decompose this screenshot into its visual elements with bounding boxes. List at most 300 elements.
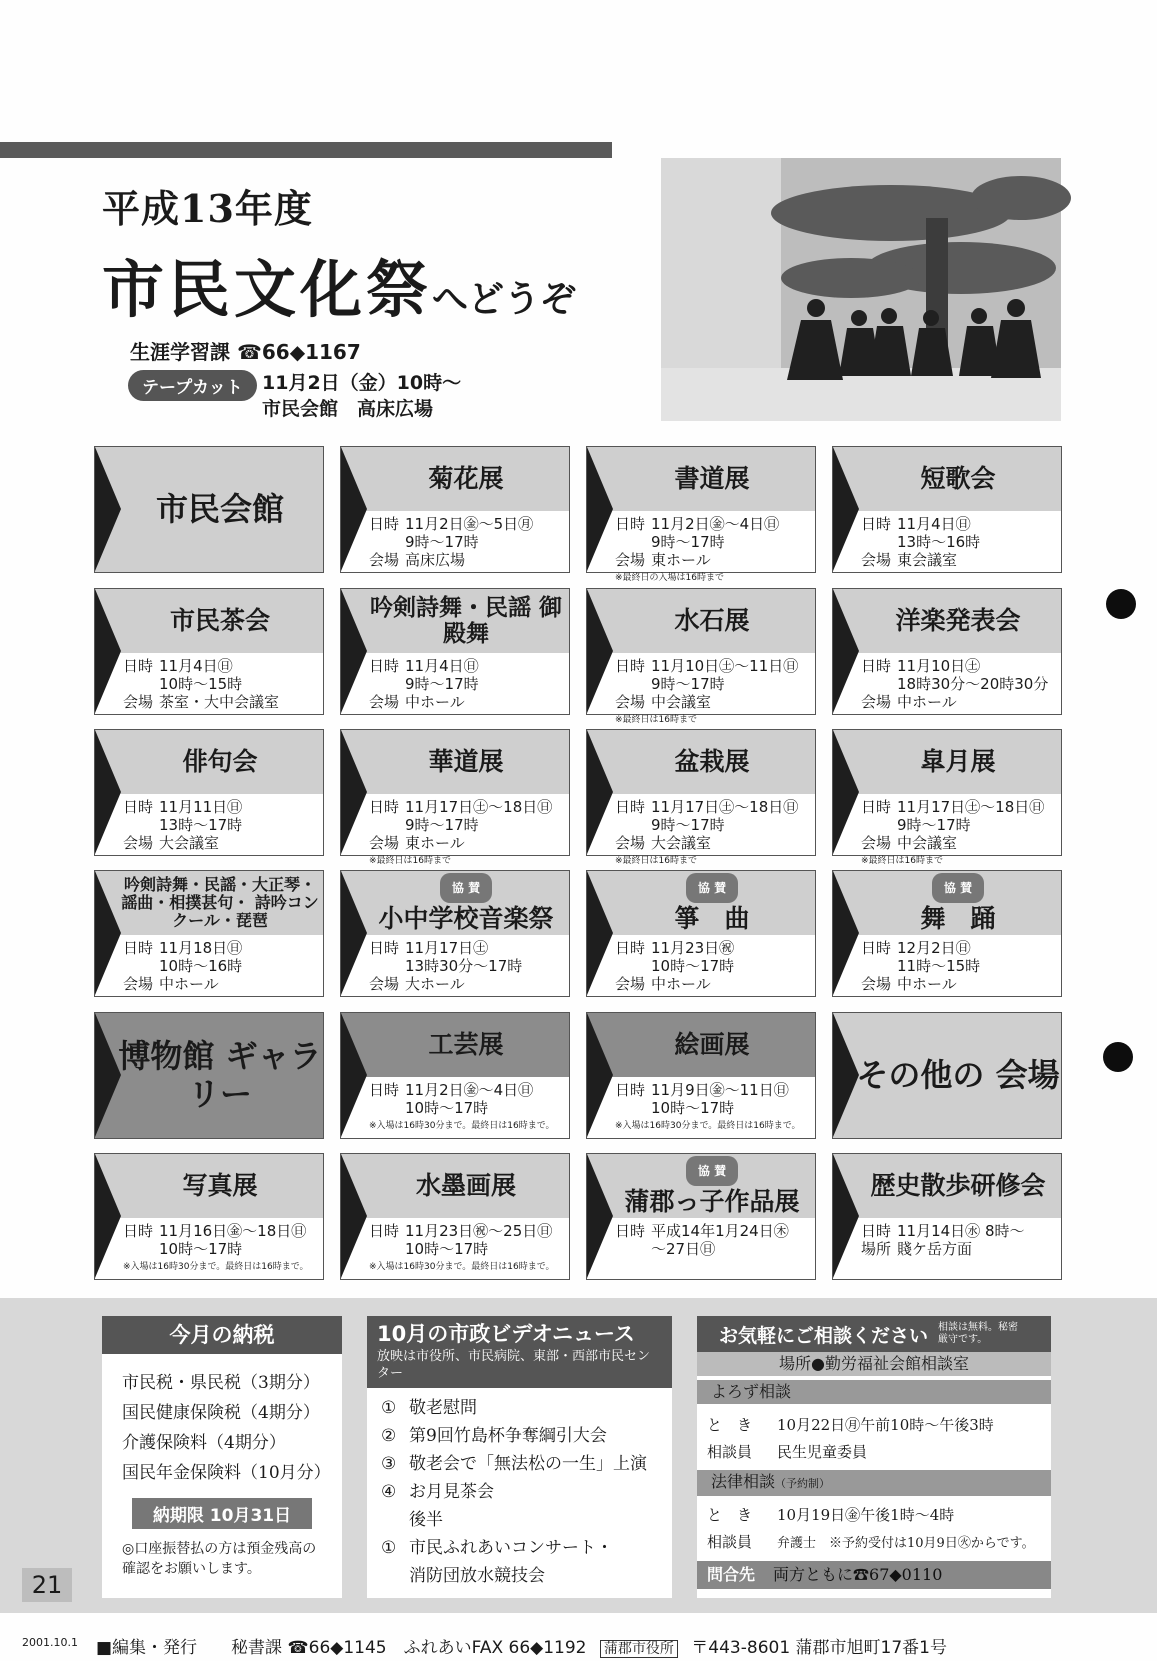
tax-item: 介護保険料（4期分） (122, 1433, 286, 1453)
detail-value: 10時～17時 (405, 1099, 489, 1117)
detail-row (369, 693, 565, 711)
page-number: 21 (22, 1568, 72, 1602)
detail-label (123, 675, 159, 693)
detail-label: 会場 (615, 834, 646, 852)
event-card (94, 729, 324, 856)
detail-row (369, 975, 565, 993)
detail-row (123, 939, 319, 957)
detail-row (861, 675, 1057, 693)
detail-note: ※最終日は16時まで (861, 856, 943, 866)
card-details (123, 1222, 319, 1276)
card-title-text: 華道展 (428, 747, 504, 776)
detail-label: 会場 (369, 551, 400, 569)
card-details (123, 798, 319, 852)
card-title-text: 皐月展 (920, 747, 996, 776)
card-details (861, 1222, 1057, 1258)
video-item: ④ お月見茶会 (381, 1482, 494, 1502)
detail-note: ※最終日は16時まで (615, 856, 697, 866)
detail-label (861, 957, 897, 975)
detail-value: 11月23日㊗～25日㊐ (405, 1222, 553, 1240)
detail-value: 11時～15時 (897, 957, 981, 975)
tax-panel (102, 1316, 342, 1598)
detail-label: 会場 (615, 693, 646, 711)
card-title-text: 盆栽展 (674, 747, 750, 776)
detail-label: 日時 (861, 939, 892, 957)
card-title-text: 水石展 (674, 606, 750, 635)
card-title-text: 吟剣詩舞・民謡 御殿舞 (369, 595, 562, 647)
detail-value: 大会議室 (159, 834, 220, 852)
detail-row (369, 798, 565, 816)
detail-value: 11月9日㊎～11日㊐ (651, 1081, 789, 1099)
event-card (340, 1012, 570, 1139)
detail-label: 会場 (861, 551, 892, 569)
detail-value: 11月17日㊏～18日㊐ (897, 798, 1045, 816)
card-title (609, 730, 815, 794)
tax-item: 国民年金保険料（10月分） (122, 1463, 331, 1483)
detail-row (615, 957, 811, 975)
video-item: ① 市民ふれあいコンサート・ (381, 1538, 613, 1558)
detail-value: 11月18日㊐ (159, 939, 243, 957)
detail-row (123, 975, 319, 993)
detail-row (369, 1222, 565, 1240)
card-title (609, 871, 815, 935)
detail-value: 中ホール (897, 975, 957, 993)
venue-card (94, 1012, 324, 1139)
top-bar (0, 142, 612, 158)
card-details (615, 657, 811, 729)
detail-row (615, 1099, 811, 1117)
event-card (94, 870, 324, 997)
detail-label (123, 1240, 159, 1258)
detail-label (123, 816, 159, 834)
detail-label (861, 675, 897, 693)
detail-row (123, 957, 319, 975)
card-details (861, 657, 1057, 711)
venue-card (94, 446, 324, 573)
consult-place: 場所●勤労福祉会館相談室 (697, 1352, 1051, 1376)
event-card (832, 446, 1062, 573)
detail-value: 9時～17時 (651, 675, 725, 693)
title-suffix: へどうぞ (432, 278, 577, 320)
event-card (586, 588, 816, 725)
detail-label (615, 675, 651, 693)
card-details (123, 657, 319, 711)
detail-row (369, 533, 565, 551)
card-title-text: 絵画展 (674, 1030, 750, 1059)
detail-row (861, 939, 1057, 957)
detail-label: 日時 (369, 657, 400, 675)
detail-note: ※最終日は16時まで (369, 856, 451, 866)
detail-label (615, 816, 651, 834)
detail-value: 中ホール (405, 693, 465, 711)
card-details (615, 1222, 811, 1258)
detail-row (123, 657, 319, 675)
detail-value: 11月4日㊐ (897, 515, 971, 533)
consult-sec2 (697, 1496, 1051, 1561)
detail-label: 日時 (861, 798, 892, 816)
detail-row (615, 657, 811, 675)
stage-photo (661, 158, 1061, 421)
detail-label (369, 1240, 405, 1258)
detail-value: 13時30分～17時 (405, 957, 523, 975)
detail-label (123, 957, 159, 975)
detail-row (369, 675, 565, 693)
detail-label: 会場 (123, 834, 154, 852)
card-title (117, 1013, 323, 1136)
detail-value: 大ホール (405, 975, 465, 993)
card-details (861, 939, 1057, 993)
card-title (855, 1154, 1061, 1218)
detail-label: 日時 (369, 515, 400, 533)
card-title-text: 書道展 (674, 464, 750, 493)
card-title-text: 菊花展 (428, 464, 504, 493)
detail-note: ※入場は16時30分まで。最終日は16時まで。 (615, 1121, 801, 1131)
detail-value: 9時～17時 (405, 533, 479, 551)
card-details (615, 939, 811, 993)
card-title-text: 市民会館 (155, 489, 284, 528)
card-title-text: 箏 曲 (674, 904, 750, 933)
detail-note: ※最終日の入場は16時まで (615, 573, 724, 583)
detail-value: 9時～17時 (651, 533, 725, 551)
consult-title: お気軽にご相談ください (719, 1324, 929, 1347)
detail-row (123, 693, 319, 711)
sponsor-badge: 協 賛 (440, 873, 492, 903)
video-title: 10月の市政ビデオニュース (377, 1322, 635, 1346)
card-title-text: その他の 会場 (856, 1055, 1060, 1094)
detail-row (123, 1222, 319, 1240)
detail-value: 10時～16時 (159, 957, 243, 975)
detail-row (369, 939, 565, 957)
consult-sec1 (697, 1404, 1051, 1470)
card-details (369, 798, 565, 870)
detail-label (615, 1099, 651, 1117)
detail-label: 日時 (615, 939, 646, 957)
detail-value: 13時～17時 (159, 816, 243, 834)
card-title (117, 730, 323, 794)
card-details (369, 1081, 565, 1135)
card-title-text: 短歌会 (920, 464, 996, 493)
detail-row (861, 957, 1057, 975)
detail-label: 日時 (615, 657, 646, 675)
detail-row (615, 798, 811, 816)
detail-row (615, 675, 811, 693)
card-details (123, 939, 319, 993)
video-header (367, 1316, 672, 1388)
card-title (363, 1013, 569, 1077)
event-card (340, 446, 570, 573)
tape-cut-place: 市民会館 高床広場 (262, 398, 434, 420)
detail-value: 18時30分～20時30分 (897, 675, 1049, 693)
detail-label (861, 816, 897, 834)
card-title (855, 447, 1061, 511)
detail-label: 日時 (369, 1222, 400, 1240)
card-title-text: 博物館 ギャラリー (118, 1036, 322, 1113)
detail-row (861, 657, 1057, 675)
tax-title: 今月の納税 (102, 1316, 342, 1354)
consult-row: 相談員 民生児童委員 (707, 1443, 868, 1461)
detail-label (861, 533, 897, 551)
detail-row (369, 834, 565, 852)
detail-label: 日時 (369, 1081, 400, 1099)
sponsor-badge: 協 賛 (686, 873, 738, 903)
binder-hole-2 (1103, 1042, 1133, 1072)
detail-value: 11月14日㊌ 8時～ (897, 1222, 1025, 1240)
consult-row: と き 10月22日㊊午前10時～午後3時 (707, 1416, 994, 1434)
detail-row (861, 1222, 1057, 1240)
detail-label (369, 957, 405, 975)
detail-row (861, 798, 1057, 816)
card-details (615, 1081, 811, 1135)
detail-label: 会場 (615, 975, 646, 993)
card-title-text: 蒲郡っ子作品展 (624, 1187, 800, 1216)
card-title (117, 1154, 323, 1218)
detail-value: 賤ケ岳方面 (897, 1240, 973, 1258)
card-details (369, 1222, 565, 1276)
detail-note: ※入場は16時30分まで。最終日は16時まで。 (123, 1262, 309, 1272)
card-title-text: 小中学校音楽祭 (378, 904, 554, 933)
consult-title-note: 相談は無料。秘密厳守です。 (938, 1322, 1019, 1345)
detail-label (615, 533, 651, 551)
tape-cut-date: 11月2日（金）10時～ (262, 372, 462, 394)
detail-label: 会場 (861, 834, 892, 852)
event-card (340, 729, 570, 866)
card-title (117, 447, 323, 570)
card-title (855, 589, 1061, 653)
detail-row (861, 551, 1057, 569)
detail-label (615, 957, 651, 975)
detail-value: 13時～16時 (897, 533, 981, 551)
event-card (586, 870, 816, 997)
detail-label: 場所 (861, 1240, 892, 1258)
detail-row (615, 533, 811, 551)
card-title-text: 歴史散歩研修会 (870, 1171, 1046, 1200)
detail-label: 会場 (123, 975, 154, 993)
detail-row (615, 939, 811, 957)
event-card (340, 588, 570, 715)
detail-row (615, 1222, 811, 1240)
detail-value: 9時～17時 (651, 816, 725, 834)
detail-note: ※入場は16時30分まで。最終日は16時まで。 (369, 1262, 555, 1272)
detail-row (369, 1099, 565, 1117)
detail-label: 日時 (123, 939, 154, 957)
detail-value: 9時～17時 (405, 816, 479, 834)
detail-row (369, 816, 565, 834)
event-card (832, 588, 1062, 715)
detail-note: ※入場は16時30分まで。最終日は16時まで。 (369, 1121, 555, 1131)
info-section (0, 1298, 1157, 1613)
detail-row (615, 1240, 811, 1258)
detail-value: 東ホール (651, 551, 711, 569)
event-card (340, 870, 570, 997)
detail-label: 日時 (861, 515, 892, 533)
consult-header (697, 1316, 1051, 1352)
detail-row (861, 693, 1057, 711)
tax-deadline: 納期限 10月31日 (132, 1498, 312, 1529)
detail-value: 中会議室 (651, 693, 712, 711)
consult-sec1-title: よろず相談 (697, 1380, 1051, 1404)
detail-value: 11月2日㊎～4日㊐ (405, 1081, 534, 1099)
video-item: 消防団放水競技会 (409, 1566, 545, 1586)
issue-date: 2001.10.1 (22, 1636, 78, 1649)
tape-cut-info (262, 370, 461, 422)
city-office: 蒲郡市役所 (600, 1640, 678, 1658)
detail-value: 茶室・大中会議室 (159, 693, 280, 711)
card-title-text: 舞 踊 (920, 904, 996, 933)
card-title (609, 589, 815, 653)
card-details (369, 515, 565, 569)
detail-label (369, 533, 405, 551)
card-details (369, 939, 565, 993)
detail-label: 会場 (369, 834, 400, 852)
tape-cut-badge: テープカット (128, 370, 257, 401)
detail-label: 会場 (861, 693, 892, 711)
tax-item: 市民税・県民税（3期分） (122, 1373, 320, 1393)
detail-label: 会場 (369, 975, 400, 993)
detail-value: 11月4日㊐ (159, 657, 233, 675)
binder-hole-1 (1106, 589, 1136, 619)
event-card (832, 870, 1062, 997)
detail-row (861, 515, 1057, 533)
detail-value: 11月4日㊐ (405, 657, 479, 675)
card-title (363, 1154, 569, 1218)
detail-label: 日時 (861, 1222, 892, 1240)
sponsor-badge: 協 賛 (686, 1156, 738, 1186)
detail-label: 日時 (615, 515, 646, 533)
detail-row (861, 975, 1057, 993)
city-address: 〒443-8601 蒲郡市旭町17番1号 (691, 1638, 947, 1658)
detail-row (369, 515, 565, 533)
detail-row (615, 515, 811, 533)
detail-label: 会場 (615, 551, 646, 569)
detail-value: 高床広場 (405, 551, 466, 569)
card-title (363, 871, 569, 935)
card-title (855, 730, 1061, 794)
detail-value: 11月17日㊏～18日㊐ (405, 798, 553, 816)
detail-label (369, 816, 405, 834)
card-details (861, 515, 1057, 569)
detail-row (123, 834, 319, 852)
card-title (855, 1013, 1061, 1136)
detail-value: ～27日㊐ (651, 1240, 716, 1258)
detail-row (861, 816, 1057, 834)
detail-value: 11月23日㊗ (651, 939, 735, 957)
detail-label: 会場 (861, 975, 892, 993)
detail-row (615, 834, 811, 852)
detail-value: 中ホール (897, 693, 957, 711)
detail-value: 12月2日㊐ (897, 939, 971, 957)
detail-value: 11月17日㊏～18日㊐ (651, 798, 799, 816)
detail-value: 9時～17時 (897, 816, 971, 834)
detail-value: 10時～17時 (651, 1099, 735, 1117)
card-details (615, 798, 811, 870)
event-card (94, 588, 324, 715)
detail-label: 日時 (861, 657, 892, 675)
card-title (855, 871, 1061, 935)
card-details (861, 798, 1057, 870)
detail-value: 10時～17時 (159, 1240, 243, 1258)
detail-value: 東会議室 (897, 551, 958, 569)
detail-row (615, 693, 811, 711)
detail-row (615, 975, 811, 993)
detail-value: 10時～15時 (159, 675, 243, 693)
detail-label: 会場 (369, 693, 400, 711)
detail-row (369, 657, 565, 675)
dept-contact: 生涯学習課 ☎66◆1167 (130, 340, 361, 364)
consult-row: 相談員 弁護士 ※予約受付は10月9日㊋からです。 (707, 1533, 1035, 1551)
title-main: 市民文化祭 (102, 253, 433, 326)
video-item: ① 敬老慰問 (381, 1398, 477, 1418)
detail-row (123, 675, 319, 693)
card-details (615, 515, 811, 587)
detail-value: 11月11日㊐ (159, 798, 243, 816)
detail-label: 日時 (369, 939, 400, 957)
sponsor-badge: 協 賛 (932, 873, 984, 903)
card-title-text: 吟剣詩舞・民謡・大正琴・ 謡曲・相撲甚句・ 詩吟コンクール・琵琶 (121, 875, 319, 930)
detail-value: 11月17日㊏ (405, 939, 489, 957)
detail-label: 日時 (369, 798, 400, 816)
detail-label: 日時 (615, 1222, 646, 1240)
detail-row (369, 551, 565, 569)
video-item: ② 第9回竹島杯争奪綱引大会 (381, 1426, 607, 1446)
detail-value: 中会議室 (897, 834, 958, 852)
video-item: 後半 (409, 1510, 443, 1530)
detail-row (861, 834, 1057, 852)
tax-note: ◎口座振替払の方は預金残高の確認をお願いします。 (122, 1541, 317, 1577)
detail-value: 11月2日㊎～4日㊐ (651, 515, 780, 533)
detail-label (369, 1099, 405, 1117)
detail-label: 日時 (123, 657, 154, 675)
card-title-text: 水墨画展 (415, 1171, 516, 1200)
card-title-text: 洋楽発表会 (895, 606, 1021, 635)
detail-value: 平成14年1月24日㊍ (651, 1222, 789, 1240)
detail-label: 日時 (615, 1081, 646, 1099)
event-card (340, 1153, 570, 1280)
event-card (586, 446, 816, 583)
card-title-text: 工芸展 (428, 1030, 504, 1059)
imprint: ■編集・発行 秘書課 ☎66◆1145 ふれあいFAX 66◆1192 蒲郡市役所 〒443-8601 蒲郡市旭町17番1号 (96, 1638, 947, 1658)
event-card (586, 729, 816, 866)
detail-label: 日時 (615, 798, 646, 816)
event-card (832, 1153, 1062, 1280)
card-title (363, 589, 569, 653)
video-item: ③ 敬老会で「無法松の一生」上演 (381, 1454, 647, 1474)
venue-card (832, 1012, 1062, 1139)
event-card (94, 1153, 324, 1280)
detail-row (123, 1240, 319, 1258)
detail-label: 会場 (123, 693, 154, 711)
card-title (363, 730, 569, 794)
card-title (609, 1013, 815, 1077)
event-card (832, 729, 1062, 866)
detail-row (369, 1240, 565, 1258)
detail-row (615, 551, 811, 569)
detail-value: 11月2日㊎～5日㊊ (405, 515, 534, 533)
detail-value: 東ホール (405, 834, 465, 852)
card-title-text: 市民茶会 (169, 606, 270, 635)
card-title (363, 447, 569, 511)
detail-value: 11月16日㊎～18日㊐ (159, 1222, 307, 1240)
card-title (117, 589, 323, 653)
detail-label (615, 1240, 651, 1258)
detail-value: 中ホール (651, 975, 711, 993)
video-list (367, 1388, 672, 1590)
detail-value: 中ホール (159, 975, 219, 993)
card-title (609, 447, 815, 511)
detail-value: 大会議室 (651, 834, 712, 852)
detail-label (369, 675, 405, 693)
detail-note: ※最終日は16時まで (615, 715, 697, 725)
card-title-text: 俳句会 (182, 747, 258, 776)
